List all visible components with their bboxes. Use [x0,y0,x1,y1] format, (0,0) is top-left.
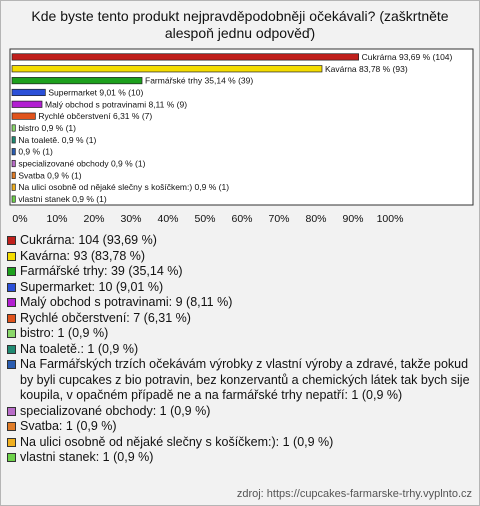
x-tick-label: 80% [305,213,327,225]
legend-label: Supermarket: 10 (9,01 %) [20,279,164,294]
legend-swatch [7,453,16,462]
bar-label: bistro 0,9 % (1) [18,123,76,133]
legend-label: Kavárna: 93 (83,78 %) [20,248,146,263]
legend [7,233,473,466]
legend-label: vlastni stanek: 1 (0,9 %) [20,450,154,464]
bar-label: Na toaletě. 0,9 % (1) [18,134,97,145]
legend-swatch [7,345,16,354]
legend-label: specializované obchody: 1 (0,9 %) [20,403,211,418]
legend-item [7,249,473,265]
legend-swatch [7,314,16,323]
legend-item [7,311,473,327]
legend-swatch [7,329,16,338]
legend-label: Svatba: 1 (0,9 %) [20,419,117,433]
bar [12,101,42,107]
legend-swatch [7,252,16,261]
x-tick-label: 20% [83,213,105,225]
legend-item [7,435,473,451]
bar-label: Rychlé občerstvení 6,31 % (7) [38,111,153,122]
legend-label: Na ulici osobně od nějaké slečny s košíčkem:): 1 (0,9 %) [20,434,334,449]
bar-label: Na ulici osobně od nějaké slečny s košíčkem:) 0,9 % (1) [18,182,230,193]
legend-swatch [7,360,16,369]
legend-label: Cukrárna: 104 (93,69 %) [20,233,157,247]
x-tick-label: 70% [268,213,290,225]
source-note: zdroj: https://cupcakes-farmarske-trhy.vyplnto.cz [236,488,472,500]
legend-swatch [7,283,16,292]
bar-label: Farmářské trhy 35,14 % (39) [145,75,254,86]
bar-label: Kavárna 83,78 % (93) [324,63,408,74]
legend-swatch [7,407,16,416]
legend-item [7,233,473,249]
bar-label: Supermarket 9,01 % (10) [48,87,144,98]
bar [12,77,142,83]
bar-label: Svatba 0,9 % (1) [18,170,82,181]
x-tick-label: 60% [231,213,253,225]
legend-swatch [7,236,16,245]
bar [12,113,35,119]
bar [12,137,15,143]
legend-item [7,264,473,280]
bar [12,184,15,190]
bar-label: 0,9 % (1) [18,146,53,157]
chart-title: Kde byste tento produkt nejpravděpodobněji očekávali? (zaškrtněte alespoň jednu odpověď) [31,8,449,41]
legend-swatch [7,438,16,447]
legend-swatch [7,422,16,431]
legend-label: bistro: 1 (0,9 %) [20,326,109,340]
x-tick-label: 40% [157,213,179,225]
legend-item [7,357,473,404]
legend-item [7,342,473,358]
x-tick-label: 90% [342,213,364,225]
x-tick-label: 0% [12,213,28,225]
legend-item [7,295,473,311]
bar [12,125,15,131]
legend-swatch [7,298,16,307]
legend-label: Na toaletě.: 1 (0,9 %) [20,341,139,356]
legend-label: Farmářské trhy: 39 (35,14 %) [20,264,183,278]
bar [12,196,15,202]
legend-label: Malý obchod s potravinami: 9 (8,11 %) [20,295,233,309]
bar-label: vlastni stanek 0,9 % (1) [18,194,107,205]
legend-label: Na Farmářských trzích očekávám výrobky z vlastní výroby a zdravé, takže pokud by byli cupcakes z bio potravin, bez konzervantů a chemických látek tak bych sije koupila, v opačném případě ne a na farmářské trhy nepatří: 1 (0,9 %) [20,357,470,402]
legend-item [7,280,473,296]
bar-label: Malý obchod s potravinami 8,11 % (9) [45,99,188,110]
bar [12,148,15,154]
x-tick-label: 100% [376,213,404,225]
legend-item [7,404,473,420]
bar [12,89,45,95]
bar [12,54,359,60]
x-tick-label: 50% [194,213,216,225]
legend-swatch [7,267,16,276]
bar [12,172,15,178]
bar-label: specializované obchody 0,9 % (1) [18,158,146,169]
legend-item [7,450,473,466]
bar-chart [0,0,480,230]
legend-item [7,326,473,342]
bar [12,160,15,166]
legend-item [7,419,473,435]
x-tick-label: 10% [46,213,68,225]
legend-label: Rychlé občerstvení: 7 (6,31 %) [20,310,191,325]
x-tick-label: 30% [120,213,142,225]
bar-label: Cukrárna 93,69 % (104) [361,51,453,62]
bar [12,66,322,72]
